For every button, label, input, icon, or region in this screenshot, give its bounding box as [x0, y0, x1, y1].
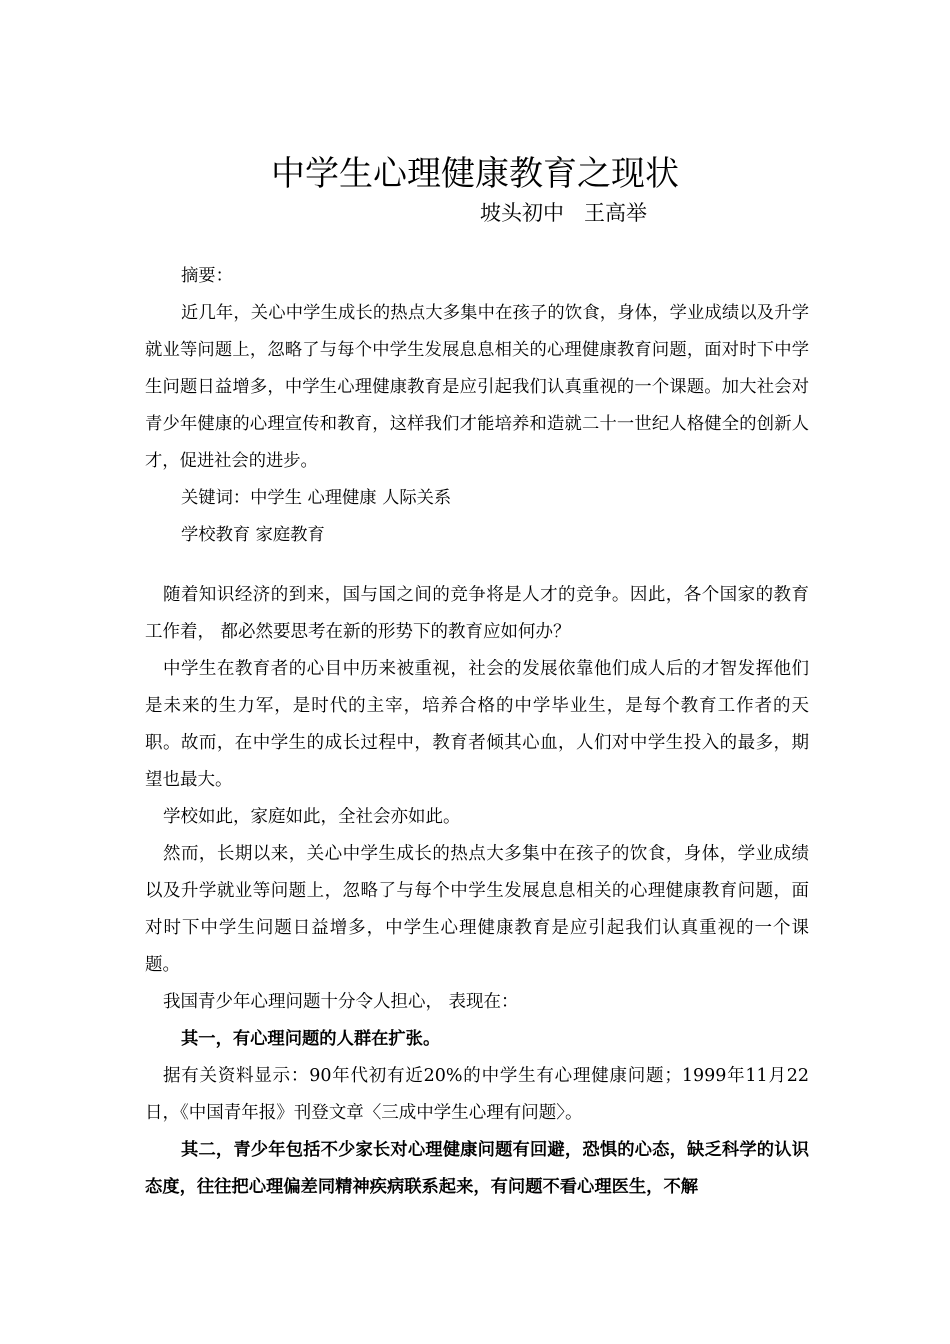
keywords-line-1: 关键词：中学生 心理健康 人际关系 — [181, 488, 452, 508]
body-paragraph: 学校如此，家庭如此，全社会亦如此。 — [163, 807, 461, 827]
section-heading: 其二，青少年包括不少家长对心理健康问题有回避，恐惧的心态，缺乏科学的认识态度，往往把心理偏差同精神疾病联系起来，有问题不看心理医生，不解 — [145, 1140, 809, 1197]
section-heading: 其一，有心理问题的人群在扩张。 — [181, 1029, 441, 1049]
body-paragraph: 我国青少年心理问题十分令人担心， 表现在： — [163, 992, 519, 1012]
abstract-text: 近几年，关心中学生成长的热点大多集中在孩子的饮食，身体，学业成绩以及升学就业等问题上，忽略了与每个中学生发展息息相关的心理健康教育问题，面对时下中学生问题日益增多，中学生心理健康教育是应引起我们认真重视的一个课题。加大社会对青少年健康的心理宣传和教育，这样我们才能培养和造就二十一世纪人格健全的创新人才，促进社会的进步。 — [145, 303, 809, 471]
abstract-section — [145, 258, 809, 554]
body-paragraph: 据有关资料显示：90年代初有近20%的中学生有心理健康问题；1999年11月22日，《中国青年报》刊登文章〈三成中学生心理有问题〉。 — [145, 1066, 809, 1123]
body-paragraph: 然而，长期以来，关心中学生成长的热点大多集中在孩子的饮食，身体，学业成绩以及升学就业等问题上，忽略了与每个中学生发展息息相关的心理健康教育问题，面对时下中学生问题日益增多，中学生心理健康教育是应引起我们认真重视的一个课题。 — [145, 844, 809, 975]
document-author: 坡头初中 王高举 — [480, 201, 648, 225]
document-title: 中学生心理健康教育之现状 — [271, 154, 679, 194]
body-section — [145, 577, 809, 1206]
abstract-label: 摘要： — [181, 266, 233, 286]
body-paragraph: 中学生在教育者的心目中历来被重视，社会的发展依靠他们成人后的才智发挥他们是未来的生力军，是时代的主宰，培养合格的中学毕业生，是每个教育工作者的天职。故而，在中学生的成长过程中，教育者倾其心血，人们对中学生投入的最多，期望也最大。 — [145, 659, 809, 790]
body-paragraph: 随着知识经济的到来，国与国之间的竞争将是人才的竞争。因此，各个国家的教育工作着， 都必然要思考在新的形势下的教育应如何办？ — [145, 585, 809, 642]
keywords-line-2: 学校教育 家庭教育 — [181, 525, 325, 545]
